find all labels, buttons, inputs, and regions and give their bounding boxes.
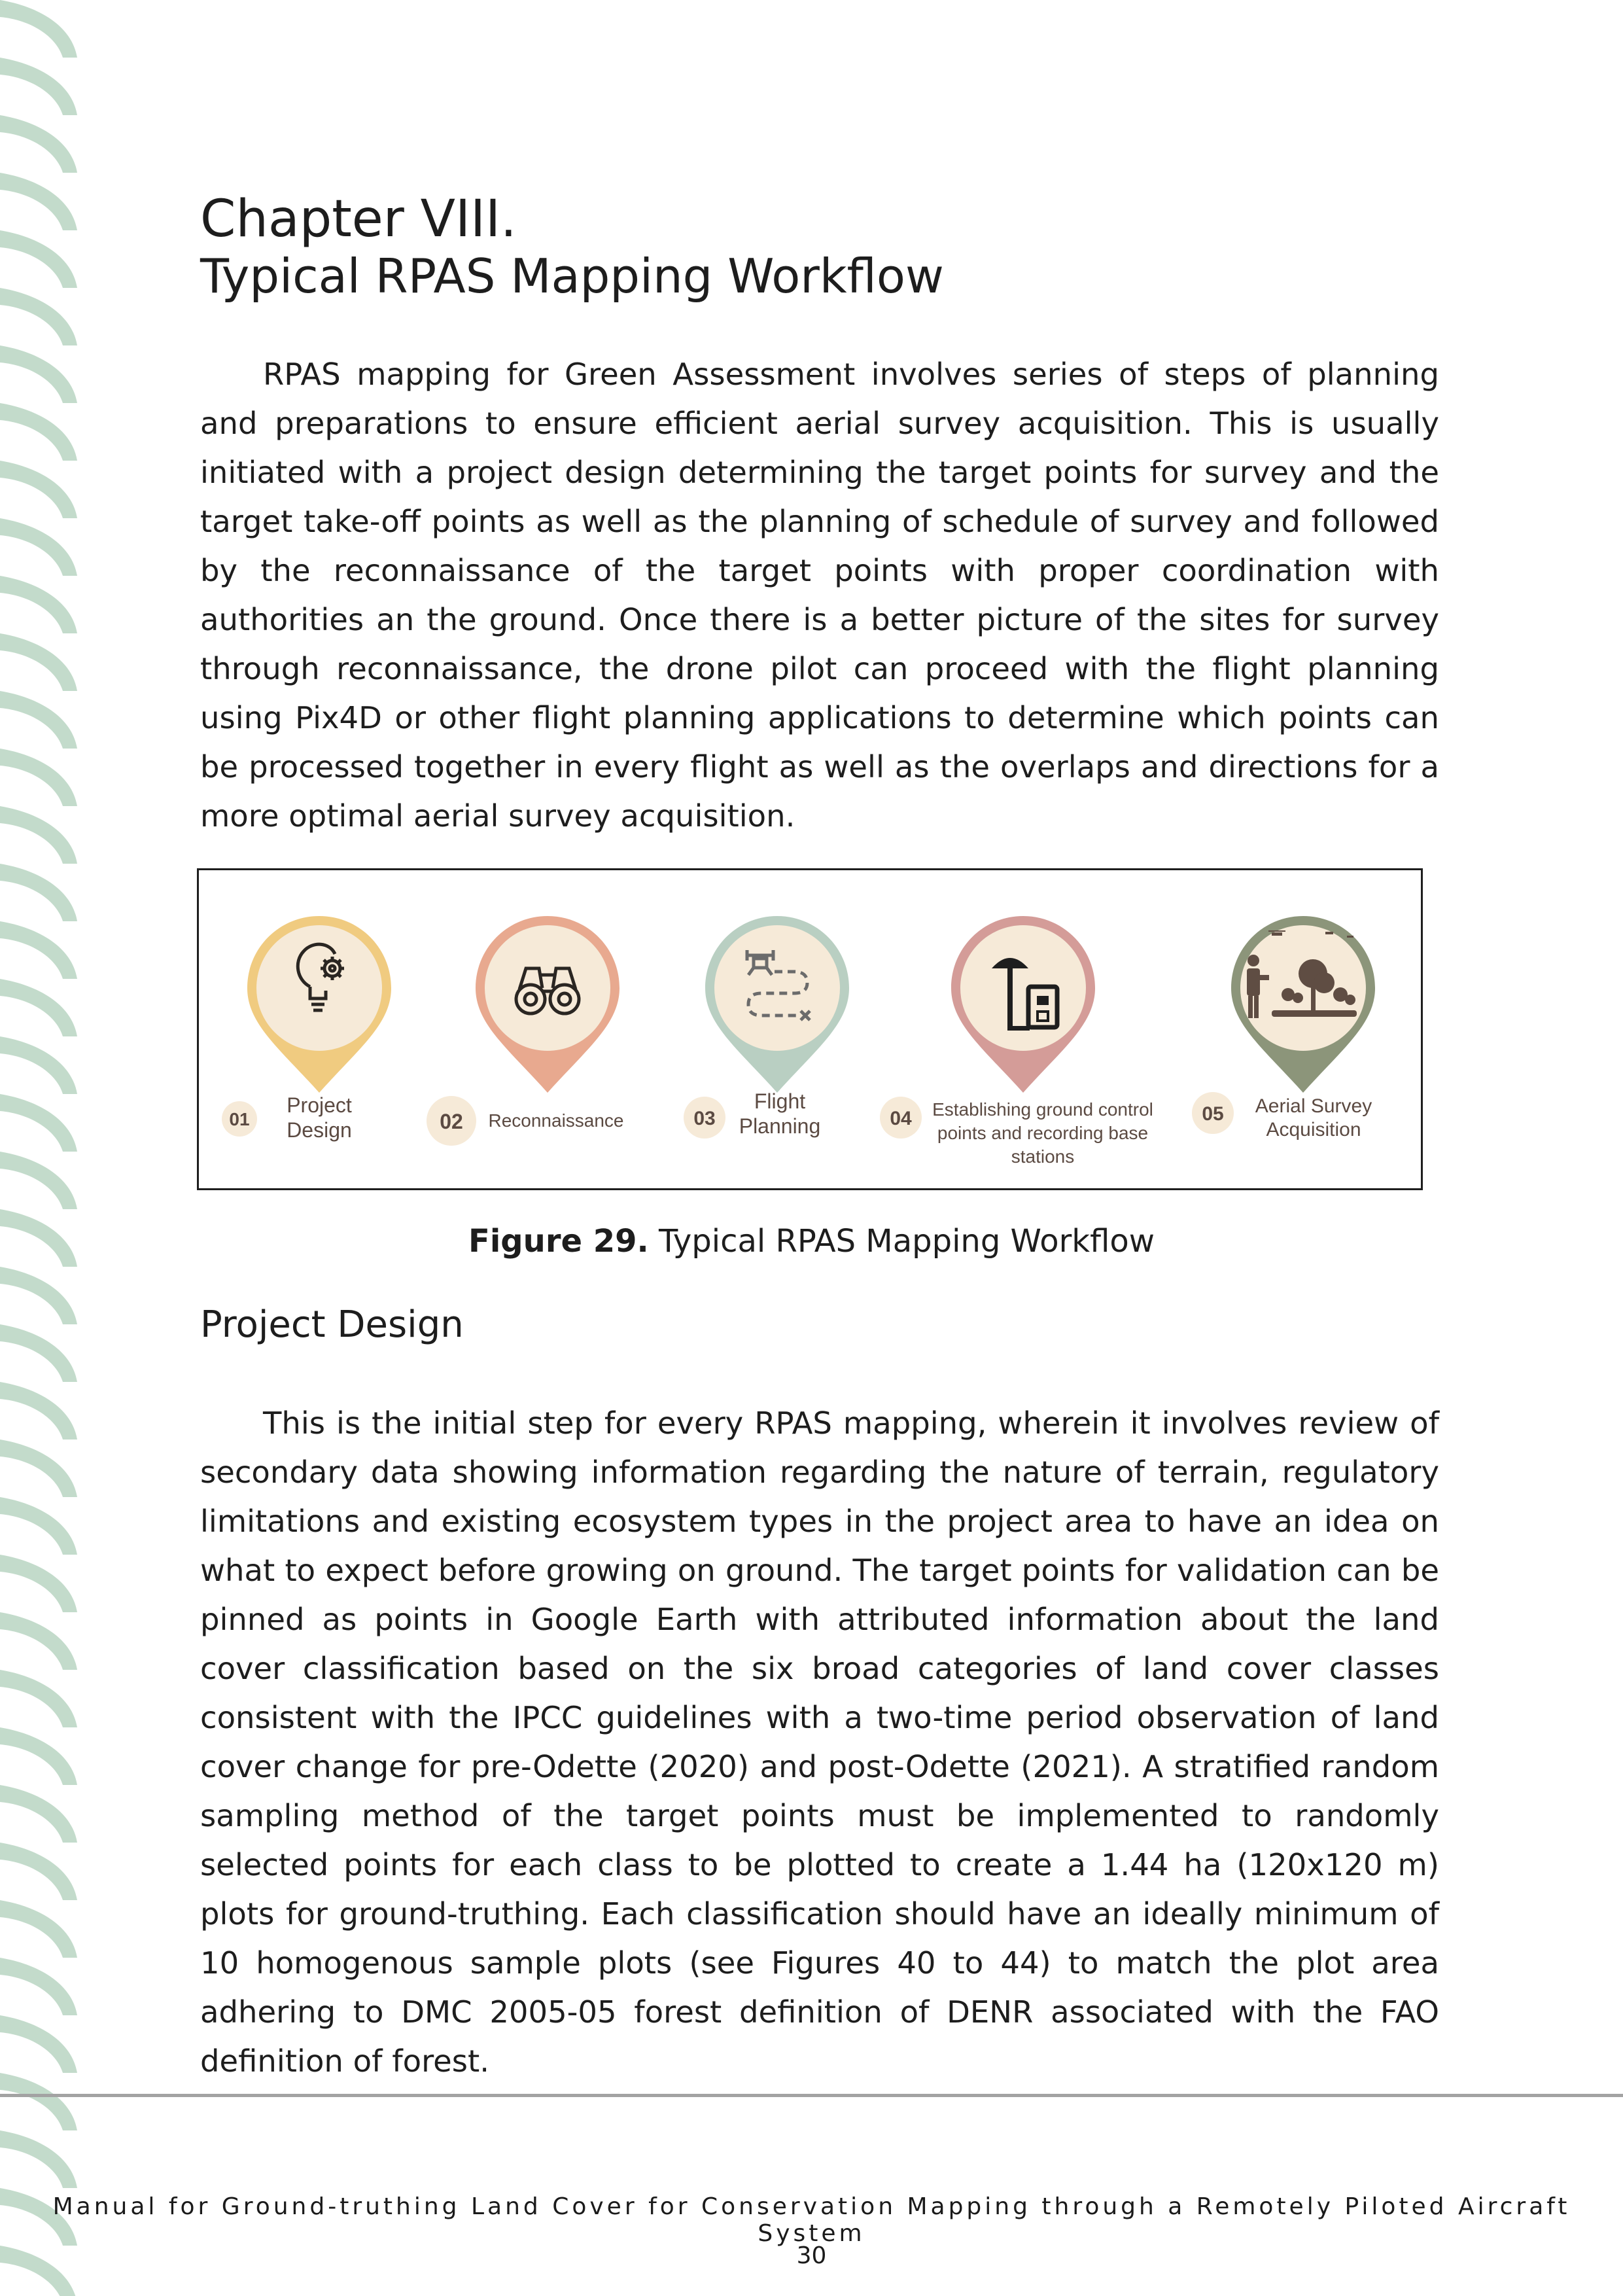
step-3-label-line-1: Flight bbox=[754, 1089, 806, 1113]
footer-divider bbox=[0, 2094, 1623, 2097]
step-5-number: 05 bbox=[1202, 1103, 1224, 1125]
step-1-number: 01 bbox=[229, 1109, 250, 1129]
step-4-number: 04 bbox=[890, 1108, 912, 1129]
chapter-number: Chapter VIII. bbox=[200, 190, 517, 249]
step-3-number: 03 bbox=[693, 1108, 716, 1129]
step-4-label-line-2: points and recording base bbox=[937, 1123, 1149, 1143]
step-2-label-line-1: Reconnaissance bbox=[488, 1110, 624, 1131]
chapter-title: Typical RPAS Mapping Workflow bbox=[200, 249, 944, 304]
step-4-label-line-3: stations bbox=[1011, 1146, 1075, 1167]
step-1-pin bbox=[247, 916, 391, 1093]
project-design-paragraph: This is the initial step for every RPAS mapping, wherein it involves review of secondary data showing information regarding the nature of terrain, regulatory limitations and existing ecosystem types in the project area to have an idea on what to expect before growing on ground. The target points for validation can be pinned as points in Google Earth with attributed information about the land cover classification based on the six broad categories of land cover classes consistent with the IPCC guidelines with a two-time period observation of land cover change for pre-Odette (2020) and post-Odette (2021). A stratified random sampling method of the target points must be implemented to randomly selected points for each class to be plotted to create a 1.44 ha (120x120 m) plots for ground-truthing. Each classification should have an ideally minimum of 10 homogenous sample plots (see Figures 40 to 44) to match the plot area adhering to DMC 2005-05 forest definition of DENR associated with the FAO definition of forest. bbox=[200, 1405, 1439, 2079]
step-2-number: 02 bbox=[440, 1110, 463, 1133]
footer-manual-title: Manual for Ground-truthing Land Cover for Conservation Mapping through a Remotely Piloted Aircraft System bbox=[52, 2193, 1571, 2247]
figure-caption bbox=[0, 1218, 1623, 1264]
step-5-label-line-1: Aerial Survey bbox=[1255, 1095, 1372, 1117]
step-5-label bbox=[1192, 1092, 1372, 1140]
step-1-label-line-2: Design bbox=[287, 1118, 352, 1142]
step-5-pin bbox=[1231, 916, 1375, 1093]
step-1-label bbox=[222, 1093, 352, 1142]
chapter-heading bbox=[200, 190, 944, 304]
step-4-pin bbox=[951, 916, 1095, 1093]
figure-caption-text: Typical RPAS Mapping Workflow bbox=[648, 1223, 1155, 1260]
workflow-figure bbox=[197, 868, 1423, 1190]
step-3-label bbox=[684, 1089, 820, 1139]
step-2-pin bbox=[476, 916, 620, 1093]
step-1-label-line-1: Project bbox=[287, 1093, 352, 1117]
section-heading: Project Design bbox=[200, 1303, 464, 1346]
figure-caption-label: Figure 29. bbox=[468, 1223, 649, 1260]
step-4-label-line-1: Establishing ground control bbox=[932, 1099, 1153, 1120]
step-3-label-line-2: Planning bbox=[739, 1114, 821, 1138]
intro-paragraph: RPAS mapping for Green Assessment involves series of steps of planning and preparations to ensure efficient aerial survey acquisition. This is usually initiated with a project design determining the target points for survey and the target take-off points as well as the planning of schedule of survey and followed by the reconnaissance of the target points with proper coordination with authorities an the ground. Once there is a better picture of the sites for survey through reconnaissance, the drone pilot can proceed with the flight planning using Pix4D or other flight planning applications to determine which points can be processed together in every flight as well as the overlaps and directions for a more optimal aerial survey acquisition. bbox=[200, 357, 1439, 834]
step-2-label bbox=[427, 1096, 624, 1146]
step-5-label-line-2: Acquisition bbox=[1266, 1119, 1361, 1140]
page-number: 30 bbox=[796, 2242, 827, 2269]
workflow-diagram bbox=[199, 870, 1421, 1188]
step-4-label bbox=[880, 1097, 1153, 1167]
step-3-pin bbox=[705, 916, 849, 1093]
decorative-border bbox=[0, 0, 79, 2296]
